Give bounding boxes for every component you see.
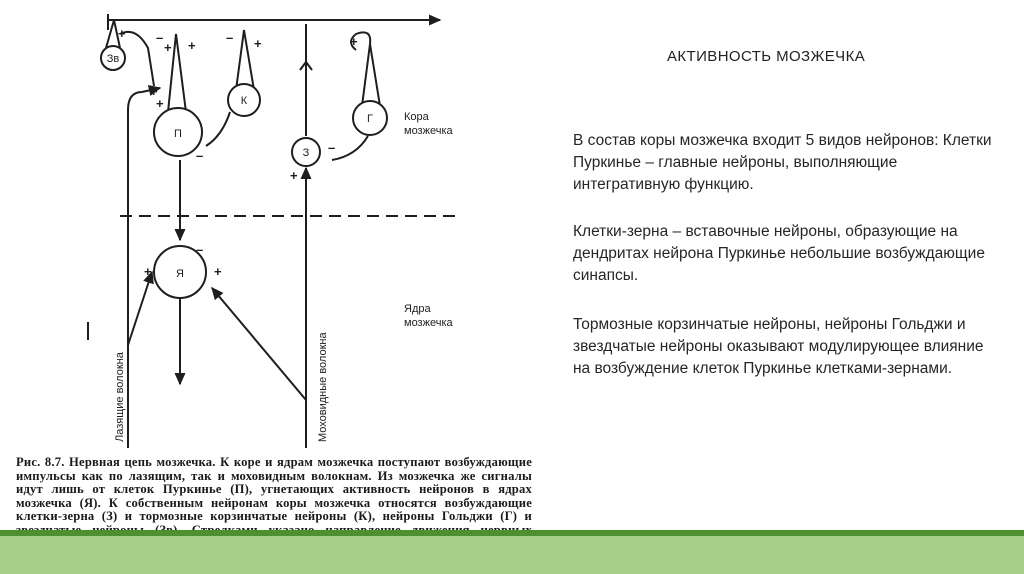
circuit-diagram <box>0 0 540 456</box>
basket-dendrite <box>236 30 254 90</box>
paragraph-granule: Клетки-зерна – вставочные нейроны, образующие на дендритах нейрона Пуркинье небольшие возбуждающие синапсы. <box>573 223 985 284</box>
cortex-label: мозжечка <box>404 125 453 137</box>
mossy-fiber-label: Моховидные волокна <box>317 332 329 442</box>
cortex-label: Кора <box>404 111 429 123</box>
nuclei-label: Ядра <box>404 303 431 315</box>
synapse-sign: + <box>214 264 222 279</box>
synapse-sign: + <box>164 40 172 55</box>
synapse-sign: – <box>196 242 204 257</box>
svg-text:П: П <box>174 128 182 140</box>
paragraph-purkinje: В состав коры мозжечка входит 5 видов нейронов: Клетки Пуркинье – главные нейроны, выполняющие интегративную функцию. <box>573 132 992 193</box>
svg-text:З: З <box>302 147 310 159</box>
svg-text:Г: Г <box>367 113 373 125</box>
synapse-sign: + <box>156 96 164 111</box>
purkinje-neuron <box>154 108 202 156</box>
climbing-fiber-collateral <box>128 272 152 345</box>
synapse-sign: – <box>196 148 204 163</box>
synapse-sign: – <box>226 30 234 45</box>
synapse-sign: – <box>328 140 336 155</box>
paragraph-inhibitory: Тормозные корзинчатые нейроны, нейроны Гольджи и звездчатые нейроны оказывают модулирующее влияние на возбуждение клеток Пуркинье клетками-зернами. <box>573 316 984 377</box>
synapse-sign: + <box>290 168 298 183</box>
svg-text:К: К <box>240 95 248 107</box>
golgi-dendrite <box>362 44 380 106</box>
synapse-sign: – <box>156 30 164 45</box>
golgi-axon <box>332 136 368 160</box>
synapse-sign: + <box>118 26 126 41</box>
synapse-sign: + <box>350 34 358 49</box>
footer-bar-light <box>0 536 1024 574</box>
svg-text:Я: Я <box>176 268 184 280</box>
slide-title: АКТИВНОСТЬ МОЗЖЕЧКА <box>667 48 866 65</box>
synapse-sign: + <box>254 36 262 51</box>
svg-text:Зв: Зв <box>106 53 120 65</box>
climbing-fiber-label: Лазящие волокна <box>114 352 126 442</box>
granule-neuron <box>292 138 320 166</box>
synapse-sign: + <box>150 84 158 99</box>
mossy-fiber-collateral <box>212 288 306 400</box>
stellate-neuron <box>101 46 125 70</box>
basket-axon <box>206 112 230 146</box>
nuclei-label: мозжечка <box>404 317 453 329</box>
synapse-sign: + <box>188 38 196 53</box>
golgi-neuron <box>353 101 387 135</box>
synapse-sign: + <box>144 264 152 279</box>
basket-neuron <box>228 84 260 116</box>
figure-caption: Рис. 8.7. Нервная цепь мозжечка. К коре и ядрам мозжечка поступают возбуждающие импульсы как по лазящим, так и моховидным волокнам. Из мозжечка же сигналы идут лишь от клеток Пуркинье (П), угнетающих активность нейронов в ядрах мозжечка (Я). К собственным нейронам коры мозжечка относятся возбуждающие клетки-зерна (З) и тормозные корзинчатые нейроны (К), нейроны Гольджи (Г) и <box>16 455 532 524</box>
